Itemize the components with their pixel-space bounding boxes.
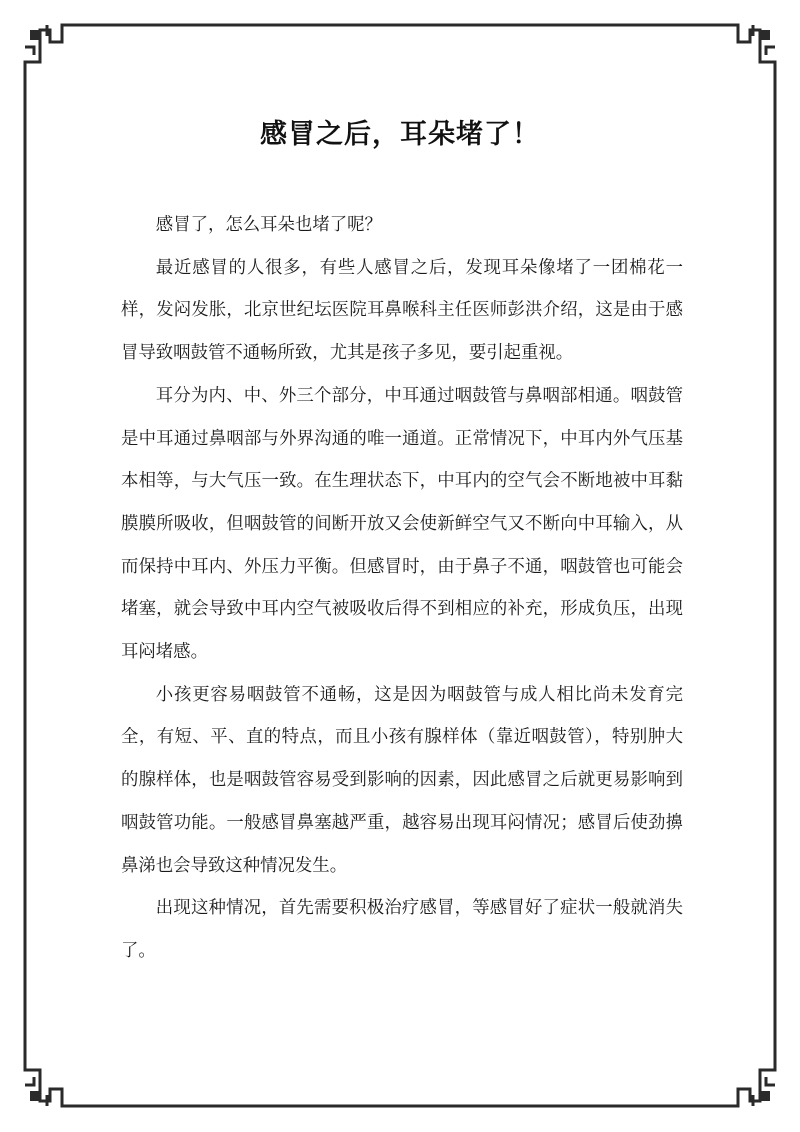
- paragraph-intro-question: 感冒了，怎么耳朵也堵了呢？: [155, 215, 382, 235]
- paragraph-children-risk: 小孩更容易咽鼓管不通畅，这是因为咽鼓管与成人相比尚未发育完全，有短、平、直的特点，而且小孩有腺样体（靠近咽鼓管），特别肿大的腺样体，也是咽鼓管容易受到影响的因素，因此感冒之后就更易影响到咽鼓管功能。一般感冒鼻塞越严重，越容易出现耳闷情况；感冒后使劲擤鼻涕也会导致这种情况发生。: [121, 684, 683, 876]
- paragraph-treatment: 出现这种情况，首先需要积极治疗感冒，等感冒好了症状一般就消失了。: [121, 898, 683, 961]
- paragraph-ear-anatomy: 耳分为内、中、外三个部分，中耳通过咽鼓管与鼻咽部相通。咽鼓管是中耳通过鼻咽部与外界沟通的唯一通道。正常情况下，中耳内外气压基本相等，与大气压一致。在生理状态下，中耳内的空气会不断地被中耳黏膜膜所吸收，但咽鼓管的间断开放又会使新鲜空气又不断向中耳输入，从而保持中耳内、外压力平衡。但感冒时，由于鼻子不通，咽鼓管也可能会堵塞，就会导致中耳内空气被吸收后得不到相应的补充，形成负压，出现耳闷堵感。: [121, 385, 683, 663]
- paragraph-background: 最近感冒的人很多，有些人感冒之后，发现耳朵像堵了一团棉花一样，发闷发胀，北京世纪坛医院耳鼻喉科主任医师彭洪介绍，这是由于感冒导致咽鼓管不通畅所致，尤其是孩子多见，要引起重视。: [121, 257, 683, 364]
- corner-ornament-top-right: [738, 25, 775, 62]
- page-title: 感冒之后，耳朵堵了！: [260, 119, 540, 150]
- corner-ornament-bottom-left: [25, 1070, 62, 1106]
- corner-ornament-bottom-right: [738, 1070, 775, 1106]
- corner-ornament-top-left: [25, 25, 62, 62]
- article-body: [121, 204, 683, 973]
